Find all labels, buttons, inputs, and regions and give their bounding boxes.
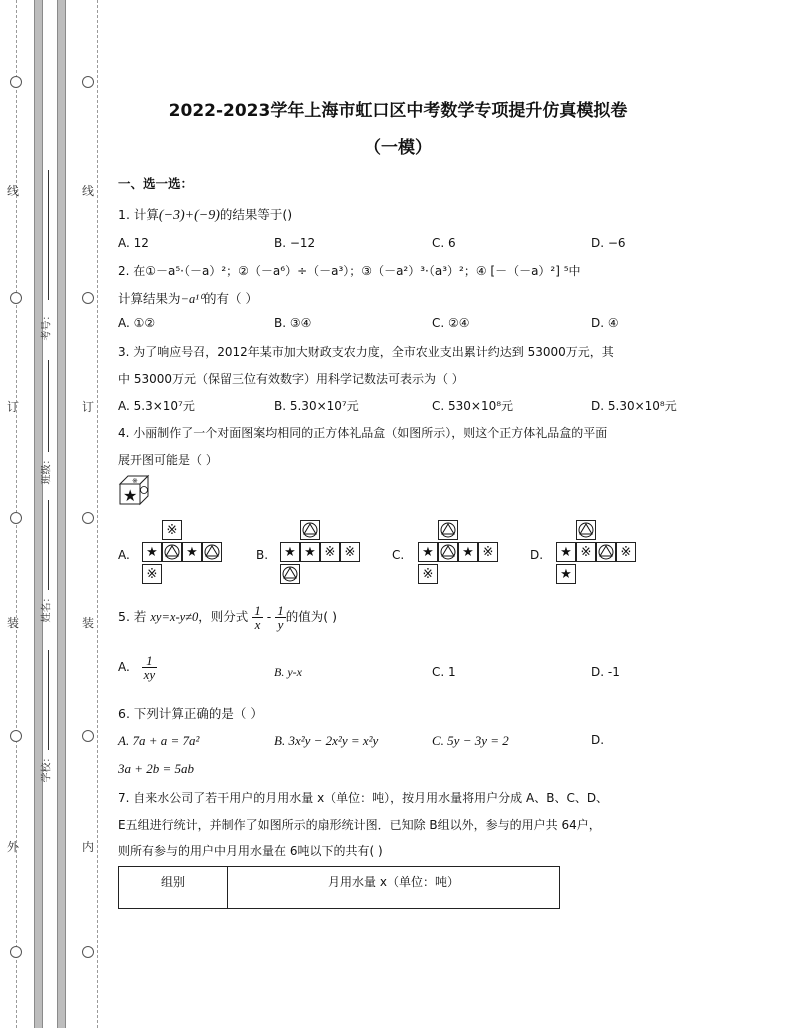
q4-option-d-label: D. (530, 548, 544, 562)
gutter-char-ding: 订 (6, 400, 19, 414)
class-label: 班级： (41, 454, 53, 485)
q5-condition: xy=x-y≠0 (150, 610, 199, 624)
q2-option-d: D. ④ (591, 316, 619, 330)
q5-option-a: A. $\frac{1}{xy}$ (118, 653, 156, 682)
q2-option-c: C. ②④ (432, 316, 470, 330)
punch-hole (82, 76, 94, 88)
triangle-circle-icon (596, 542, 616, 562)
gutter-char-zhuang: 装 (6, 616, 19, 630)
punch-hole (82, 730, 94, 742)
net-cell-star: ★ (142, 542, 162, 562)
net-cell-snow: ※ (418, 564, 438, 584)
gutter-char-ding: 订 (81, 400, 94, 414)
gutter-char-nei: 内 (81, 840, 94, 854)
net-cell-star: ★ (556, 564, 576, 584)
name-line (48, 500, 49, 590)
q1-option-d: D. −6 (591, 236, 626, 250)
q1-expression: (−3)+(−9) (158, 208, 220, 223)
q7-line-3: 则所有参与的用户中月用水量在 6吨以下的共有( ) (118, 844, 383, 858)
inner-dash-line (97, 0, 98, 1028)
q2-option-a: A. ①② (118, 316, 156, 330)
q3-line-1: 3. 为了响应号召，2012年某市加大财政支农力度，全市农业支出累计约达到 53000万元，其 (118, 345, 614, 359)
page-subtitle: （一模） (364, 138, 432, 158)
svg-text:※: ※ (132, 477, 138, 485)
punch-hole (82, 946, 94, 958)
q6-option-a: A. 7a + a = 7a² (118, 733, 200, 748)
q5-stem-mid: ，则分式 (198, 609, 249, 624)
q3-option-d: D. 5.30×10⁸元 (591, 399, 677, 413)
net-cell-star: ★ (300, 542, 320, 562)
q6-stem: 6. 下列计算正确的是（ ） (118, 706, 263, 721)
q2-line-1: 2. 在①－a⁵·（－a）²；②（－a⁶）÷（－a³）；③（－a²）³·（a³）²；④ [－（－a）²] ⁵中 (118, 264, 581, 278)
question-5 (118, 604, 337, 631)
q1-option-c: C. 6 (432, 236, 456, 250)
q5-fraction-1: $\frac{1}{x}$ (254, 603, 261, 632)
net-cell-snow: ※ (576, 542, 596, 562)
q1-option-b: B. −12 (274, 236, 316, 250)
triangle-circle-icon (202, 542, 222, 562)
q6-option-b: B. 3x²y − 2x²y = x²y (274, 733, 379, 748)
exam-number-line (48, 170, 49, 300)
triangle-circle-icon (438, 520, 458, 540)
punch-hole (10, 512, 22, 524)
net-cell-snow: ※ (478, 542, 498, 562)
net-cell-snow: ※ (320, 542, 340, 562)
punch-hole (82, 292, 94, 304)
q4-line-1: 4. 小丽制作了一个对面图案均相同的正方体礼品盒（如图所示），则这个正方体礼品盒的平面 (118, 426, 608, 440)
q3-option-a: A. 5.3×10⁷元 (118, 399, 195, 413)
triangle-circle-icon (576, 520, 596, 540)
q3-option-b: B. 5.30×10⁷元 (274, 399, 359, 413)
school-line (48, 650, 49, 750)
q4-option-c-label: C. (392, 548, 405, 562)
triangle-circle-icon (300, 520, 320, 540)
table-row (119, 867, 560, 909)
q5-stem-pre: 5. 若 (118, 609, 151, 624)
question-1 (118, 205, 292, 224)
svg-text:★: ★ (123, 486, 138, 505)
punch-hole (10, 76, 22, 88)
q5-fraction-2: $\frac{1}{y}$ (277, 603, 284, 632)
q2-pre: 计算结果为 (118, 291, 181, 306)
net-cell-star: ★ (418, 542, 438, 562)
exam-number-label: 考号： (41, 310, 53, 341)
q2-option-b: B. ③④ (274, 316, 312, 330)
net-cell-snow: ※ (616, 542, 636, 562)
q5-stem-post: 的值为( ) (285, 609, 337, 624)
table-header-group: 组别 (119, 867, 228, 909)
punch-hole (82, 512, 94, 524)
q7-line-2: E五组进行统计，并制作了如图所示的扇形统计图．已知除 B组以外，参与的用户共 64户， (118, 818, 601, 832)
gutter-inner (42, 0, 58, 1028)
net-cell-snow: ※ (162, 520, 182, 540)
gutter-char-zhuang: 装 (81, 616, 94, 630)
page-title: 2022-2023学年上海市虹口区中考数学专项提升仿真模拟卷 (168, 101, 628, 121)
q5-option-b: B. y-x (274, 665, 302, 679)
q1-stem: 1. 计算 (118, 207, 159, 222)
q5-minus: - (266, 609, 272, 624)
triangle-circle-icon (280, 564, 300, 584)
q4-option-a-label: A. (118, 548, 130, 562)
q5-option-d: D. -1 (591, 665, 620, 679)
q1-option-a: A. 12 (118, 236, 149, 250)
q2-line-2 (118, 289, 258, 307)
name-label: 姓名： (41, 592, 53, 623)
q6-option-d-content: 3a + 2b = 5ab (118, 761, 195, 776)
net-cell-star: ★ (182, 542, 202, 562)
gutter-char-xian: 线 (81, 184, 94, 198)
triangle-circle-icon (438, 542, 458, 562)
punch-hole (10, 946, 22, 958)
net-cell-star: ★ (556, 542, 576, 562)
punch-hole (10, 292, 22, 304)
gutter-char-xian: 线 (6, 184, 19, 198)
q5-option-a-fraction: $\frac{1}{xy}$ (143, 653, 156, 682)
school-label: 学校： (41, 752, 53, 783)
table-header-usage: 月用水量 x（单位：吨） (228, 867, 560, 909)
net-cell-star: ★ (280, 542, 300, 562)
q5-option-c: C. 1 (432, 665, 456, 679)
group-table (118, 866, 560, 909)
section-heading: 一、选一选： (118, 176, 194, 191)
q7-line-1: 7. 自来水公司了若干用户的月用水量 x（单位：吨），按月用水量将用户分成 A、B、C、D、 (118, 791, 609, 805)
triangle-circle-icon (162, 542, 182, 562)
class-line (48, 360, 49, 452)
gutter-char-wai: 外 (6, 840, 19, 854)
q4-option-b-label: B. (256, 548, 269, 562)
q3-line-2: 中 53000万元（保留三位有效数字）用科学记数法可表示为（ ） (118, 372, 464, 386)
net-cell-star: ★ (458, 542, 478, 562)
q6-option-d: D. (591, 733, 605, 747)
q3-option-c: C. 530×10⁸元 (432, 399, 514, 413)
q1-tail: 的结果等于() (219, 207, 293, 222)
net-cell-snow: ※ (142, 564, 162, 584)
q2-expr: −a¹⁰ (180, 292, 204, 306)
q6-option-c: C. 5y − 3y = 2 (432, 733, 509, 748)
punch-hole (10, 730, 22, 742)
net-cell-snow: ※ (340, 542, 360, 562)
cube-gift-box-icon (118, 474, 152, 508)
q4-line-2: 展开图可能是（ ） (118, 453, 218, 467)
q2-post: 的有（ ） (203, 291, 258, 306)
